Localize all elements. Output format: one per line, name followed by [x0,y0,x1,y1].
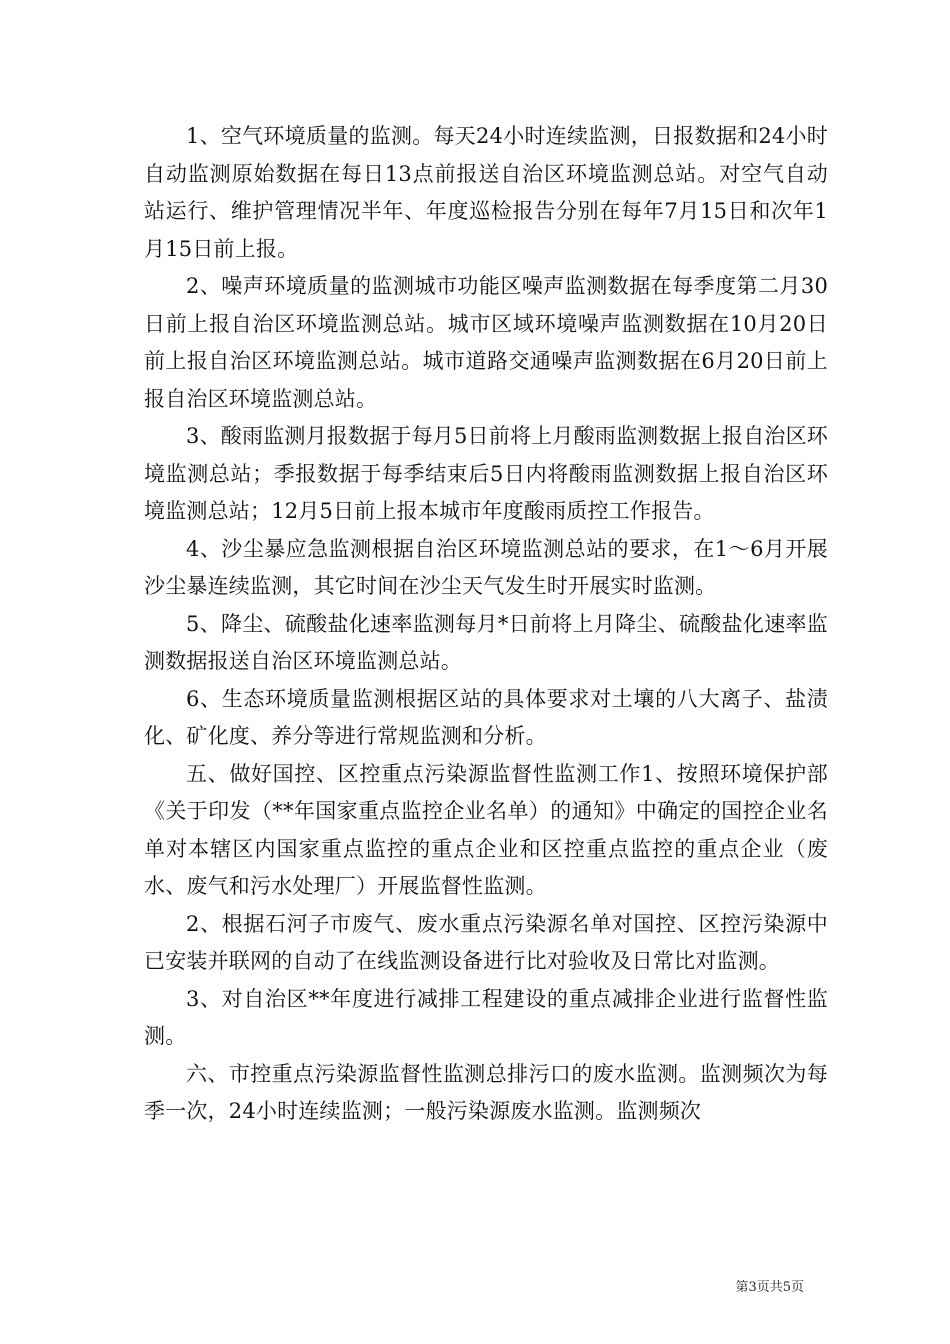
paragraph-ecology: 6、生态环境质量监测根据区站的具体要求对土壤的八大离子、盐渍化、矿化度、养分等进行常规监测和分析。 [144,686,828,748]
document-body [144,118,828,1131]
paragraph-dustfall: 5、降尘、硫酸盐化速率监测每月*日前将上月降尘、硫酸盐化速率监测数据报送自治区环境监测总站。 [144,611,828,673]
paragraph-section-six: 六、市控重点污染源监督性监测总排污口的废水监测。监测频次为每季一次，24小时连续监测；一般污染源废水监测。监测频次 [144,1061,828,1123]
paragraph-acid-rain: 3、酸雨监测月报数据于每月5日前将上月酸雨监测数据上报自治区环境监测总站；季报数据于每季结束后5日内将酸雨监测数据上报自治区环境监测总站；12月5日前上报本城市年度酸雨质控工作报告。 [144,424,828,523]
paragraph-emission-reduction: 3、对自治区**年度进行减排工程建设的重点减排企业进行监督性监测。 [144,986,828,1048]
page-number: 第3页共5页 [735,1280,804,1295]
paragraph-online-monitoring: 2、根据石河子市废气、废水重点污染源名单对国控、区控污染源中已安装并联网的自动了在线监测设备进行比对验收及日常比对监测。 [144,911,828,973]
paragraph-section-five: 五、做好国控、区控重点污染源监督性监测工作1、按照环境保护部《关于印发（**年国家重点监控企业名单）的通知》中确定的国控企业名单对本辖区内国家重点监控的重点企业和区控重点监控的重点企业（废水、废气和污水处理厂）开展监督性监测。 [144,761,828,898]
paragraph-air-quality: 1、空气环境质量的监测。每天24小时连续监测，日报数据和24小时自动监测原始数据在每日13点前报送自治区环境监测总站。对空气自动站运行、维护管理情况半年、年度巡检报告分别在每年7月15日和次年1月15日前上报。 [144,124,828,261]
paragraph-sandstorm: 4、沙尘暴应急监测根据自治区环境监测总站的要求，在1～6月开展沙尘暴连续监测，其它时间在沙尘天气发生时开展实时监测。 [144,536,828,598]
paragraph-noise: 2、噪声环境质量的监测城市功能区噪声监测数据在每季度第二月30日前上报自治区环境监测总站。城市区域环境噪声监测数据在10月20日前上报自治区环境监测总站。城市道路交通噪声监测数据在6月20日前上报自治区环境监测总站。 [144,274,828,411]
